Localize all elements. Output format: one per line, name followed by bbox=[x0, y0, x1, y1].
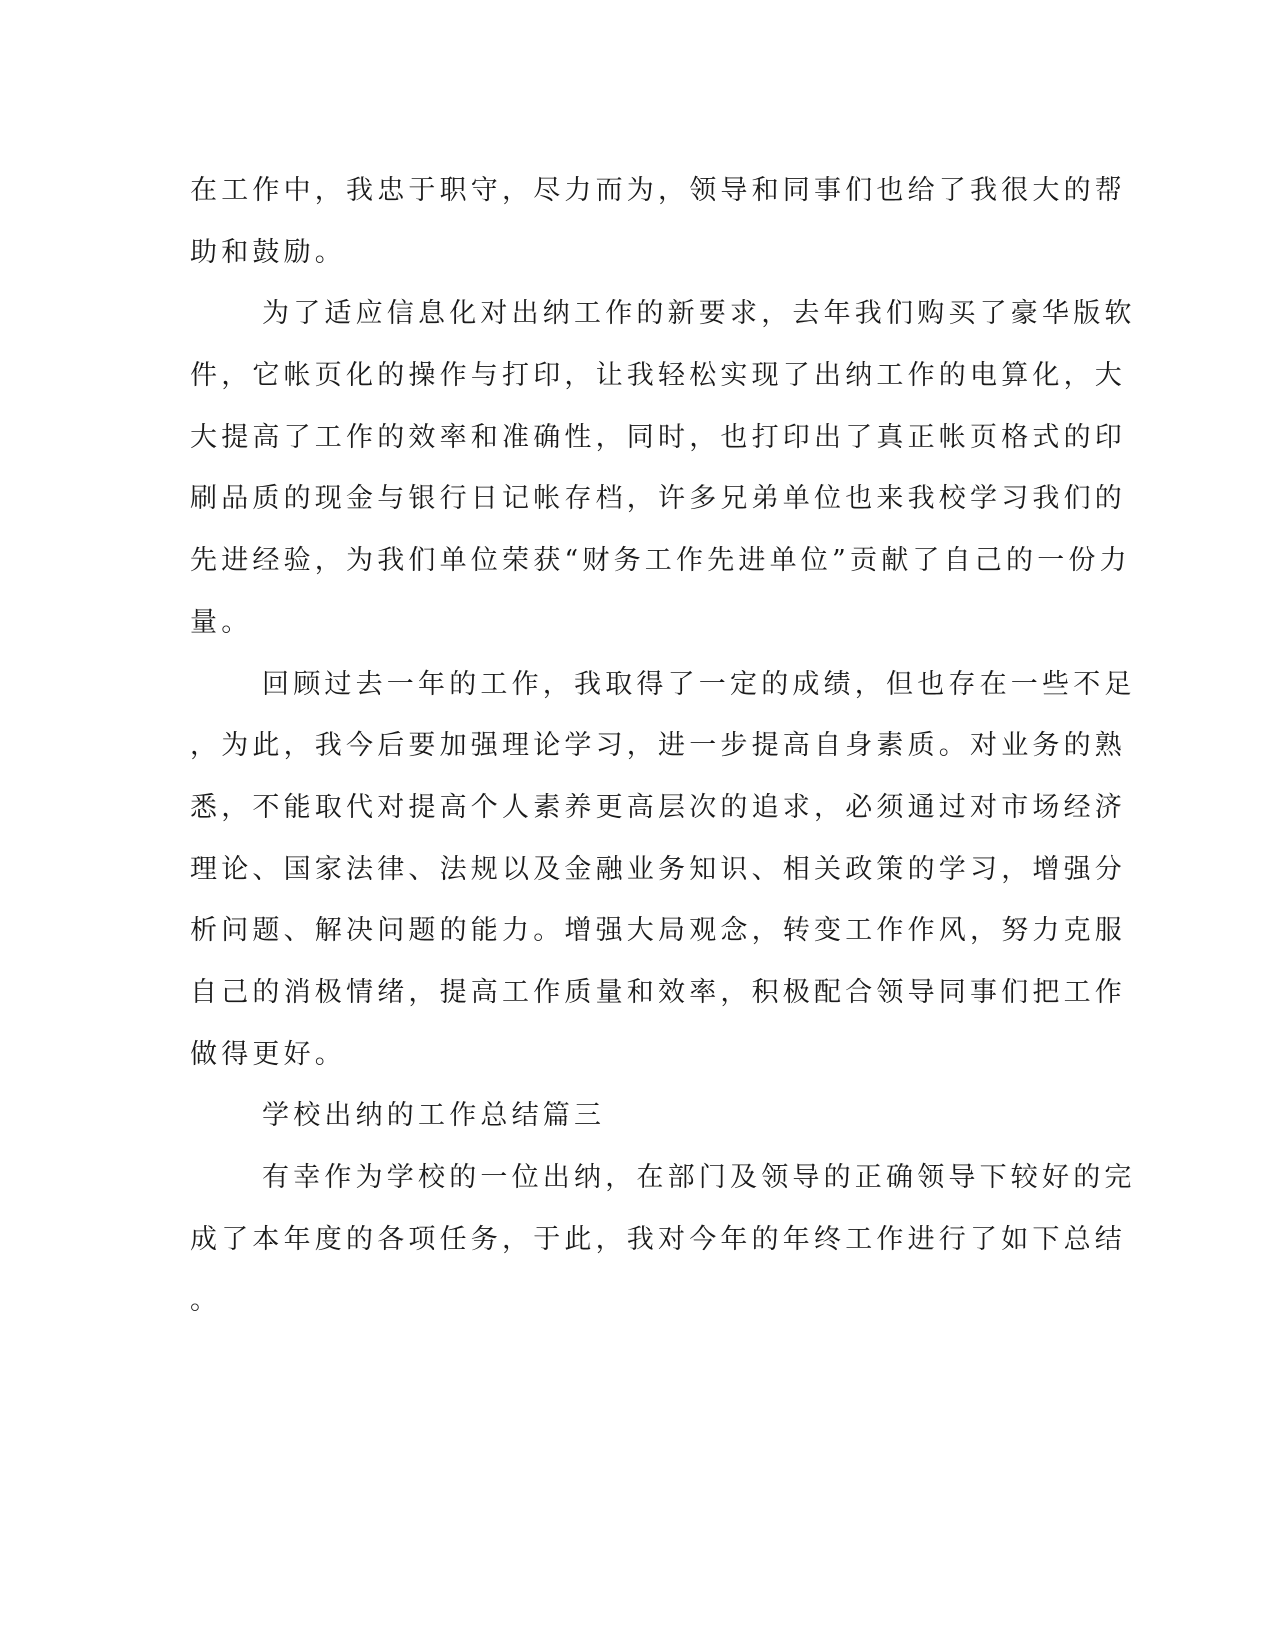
text-line: 助和鼓励。 bbox=[190, 236, 346, 268]
text-line: 理论、国家法律、法规以及金融业务知识、相关政策的学习，增强分 bbox=[190, 853, 1126, 885]
text-line: 为了适应信息化对出纳工作的新要求，去年我们购买了豪华版软 bbox=[262, 298, 1136, 330]
text-line: 回顾过去一年的工作，我取得了一定的成绩，但也存在一些不足 bbox=[262, 668, 1136, 700]
section-heading: 学校出纳的工作总结篇三 bbox=[262, 1100, 606, 1132]
text-line: 自己的消极情绪，提高工作质量和效率，积极配合领导同事们把工作 bbox=[190, 976, 1126, 1008]
body-text bbox=[190, 160, 1136, 1332]
text-line: 。 bbox=[190, 1285, 222, 1317]
text-line: 先进经验，为我们单位荣获“财务工作先进单位”贡献了自己的一份力 bbox=[190, 545, 1131, 577]
text-line: 量。 bbox=[190, 606, 253, 638]
text-line: 悉，不能取代对提高个人素养更高层次的追求，必须通过对市场经济 bbox=[190, 791, 1126, 823]
text-line: 成了本年度的各项任务，于此，我对今年的年终工作进行了如下总结 bbox=[190, 1223, 1126, 1255]
text-line: 大提高了工作的效率和准确性，同时，也打印出了真正帐页格式的印 bbox=[190, 421, 1126, 453]
text-line: 做得更好。 bbox=[190, 1038, 346, 1070]
text-line: ，为此，我今后要加强理论学习，进一步提高自身素质。对业务的熟 bbox=[190, 730, 1126, 762]
text-line: 在工作中，我忠于职守，尽力而为，领导和同事们也给了我很大的帮 bbox=[190, 175, 1126, 206]
text-line: 有幸作为学校的一位出纳，在部门及领导的正确领导下较好的完 bbox=[262, 1162, 1136, 1193]
text-line: 刷品质的现金与银行日记帐存档，许多兄弟单位也来我校学习我们的 bbox=[190, 483, 1126, 515]
text-line: 析问题、解决问题的能力。增强大局观念，转变工作作风，努力克服 bbox=[190, 915, 1126, 947]
text-line: 件，它帐页化的操作与打印，让我轻松实现了出纳工作的电算化，大 bbox=[190, 360, 1126, 392]
